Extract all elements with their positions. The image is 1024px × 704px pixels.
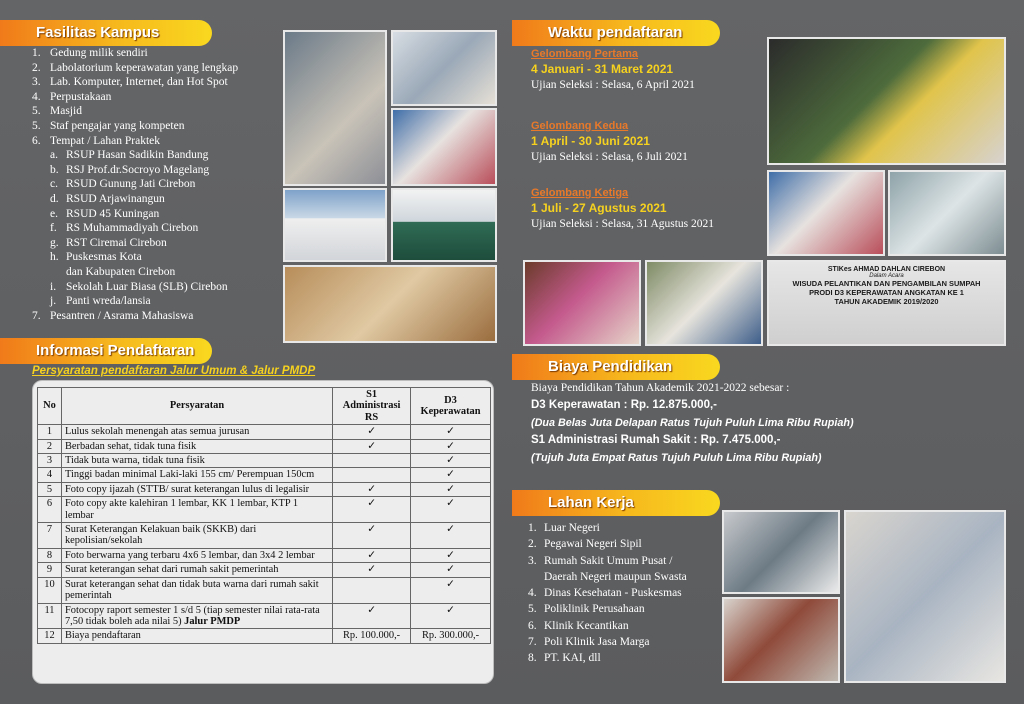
table-row bbox=[38, 482, 491, 496]
cell-s1: Rp. 100.000,- bbox=[333, 629, 411, 643]
cell-persyaratan: Fotocopy raport semester 1 s/d 5 (tiap semester nilai rata-rata 7,50 tidak boleh ada nilai 5) Jalur PMDP bbox=[61, 603, 332, 629]
table-row bbox=[38, 425, 491, 439]
waktu-banner bbox=[512, 20, 720, 46]
cell-s1 bbox=[333, 577, 411, 603]
cell-s1: ✓ bbox=[333, 439, 411, 453]
persyaratan-table bbox=[37, 387, 491, 644]
practice-class-photo bbox=[722, 597, 840, 683]
cell-d3: ✓ bbox=[411, 563, 491, 577]
list-item: 2. Labolatorium keperawatan yang lengkap bbox=[32, 61, 239, 74]
lab-practice-photo bbox=[888, 170, 1006, 256]
list-item: 4. Dinas Kesehatan - Puskesmas bbox=[528, 587, 682, 600]
cell-d3: ✓ bbox=[411, 497, 491, 523]
fasilitas-title: Fasilitas Kampus bbox=[36, 24, 160, 41]
cell-persyaratan: Surat keterangan sehat dan tidak buta warna dari rumah sakit pemerintah bbox=[61, 577, 332, 603]
sub-list-item: b. RSJ Prof.dr.Socroyo Magelang bbox=[50, 163, 210, 176]
table-row bbox=[38, 454, 491, 468]
ceremony-photo bbox=[391, 108, 497, 186]
cell-no: 6 bbox=[38, 497, 62, 523]
header-s1: S1 Administrasi RS bbox=[333, 388, 411, 425]
informasi-banner bbox=[0, 338, 212, 364]
list-item: 6. Klinik Kecantikan bbox=[528, 619, 629, 632]
lahan-banner bbox=[512, 490, 720, 516]
cell-d3: ✓ bbox=[411, 577, 491, 603]
cell-persyaratan: Surat Keterangan Kelakuan baik (SKKB) dari kepolisian/sekolah bbox=[61, 523, 332, 549]
cell-persyaratan: Lulus sekolah menengah atas semua jurusan bbox=[61, 425, 332, 439]
cell-d3: ✓ bbox=[411, 468, 491, 482]
graduation-photo bbox=[767, 37, 1006, 165]
cell-no: 1 bbox=[38, 425, 62, 439]
cell-persyaratan: Tidak buta warna, tidak tuna fisik bbox=[61, 454, 332, 468]
list-item: 2. Pegawai Negeri Sipil bbox=[528, 538, 642, 551]
cell-no: 4 bbox=[38, 468, 62, 482]
gelombang-1: Gelombang Pertama 4 Januari - 31 Maret 2021 Ujian Seleksi : Selasa, 6 April 2021 bbox=[531, 48, 695, 91]
skeleton-lab-photo bbox=[844, 510, 1006, 683]
cell-no: 11 bbox=[38, 603, 62, 629]
cell-s1 bbox=[333, 454, 411, 468]
cell-persyaratan: Biaya pendaftaran bbox=[61, 629, 332, 643]
persyaratan-table-card bbox=[32, 380, 494, 684]
sub-list-item: f. RS Muhammadiyah Cirebon bbox=[50, 222, 199, 235]
cell-s1: ✓ bbox=[333, 425, 411, 439]
cell-d3: ✓ bbox=[411, 523, 491, 549]
wisuda-line2: Dalam Acara bbox=[869, 273, 904, 279]
wisuda-line4: PRODI D3 KEPERAWATAN ANGKATAN KE 1 bbox=[809, 288, 964, 297]
cell-s1: ✓ bbox=[333, 497, 411, 523]
cell-s1: ✓ bbox=[333, 603, 411, 629]
informasi-title: Informasi Pendaftaran bbox=[36, 342, 195, 359]
table-row bbox=[38, 468, 491, 482]
cell-d3: ✓ bbox=[411, 603, 491, 629]
list-item: 5. Staf pengajar yang kompeten bbox=[32, 119, 185, 132]
wisuda-line5: TAHUN AKADEMIK 2019/2020 bbox=[834, 297, 939, 306]
ceremony-stage-photo bbox=[767, 170, 885, 256]
wisuda-line1: STIKes AHMAD DAHLAN CIREBON bbox=[827, 266, 946, 273]
library-photo bbox=[523, 260, 641, 346]
sub-list-item: j. Panti wreda/lansia bbox=[50, 295, 151, 308]
sub-list-item: i. Sekolah Luar Biasa (SLB) Cirebon bbox=[50, 280, 228, 293]
sub-list-item: g. RST Ciremai Cirebon bbox=[50, 236, 167, 249]
cell-no: 10 bbox=[38, 577, 62, 603]
fasilitas-banner bbox=[0, 20, 212, 46]
computer-lab-photo bbox=[283, 265, 497, 343]
list-item: 5. Poliklinik Perusahaan bbox=[528, 603, 645, 616]
cell-no: 7 bbox=[38, 523, 62, 549]
lahan-list bbox=[528, 520, 718, 667]
header-d3: D3 Keperawatan bbox=[411, 388, 491, 425]
cell-s1: ✓ bbox=[333, 548, 411, 562]
persyaratan-subtitle: Persyaratan pendaftaran Jalur Umum & Jalur PMDP bbox=[32, 365, 316, 377]
cell-no: 3 bbox=[38, 454, 62, 468]
biaya-d3-words: (Dua Belas Juta Delapan Ratus Tujuh Puluh Lima Ribu Rupiah) bbox=[531, 416, 854, 429]
list-item: 8. PT. KAI, dll bbox=[528, 652, 601, 665]
cell-persyaratan: Tinggi badan minimal Laki-laki 155 cm/ Perempuan 150cm bbox=[61, 468, 332, 482]
students-group-photo bbox=[391, 188, 497, 262]
list-item: Daerah Negeri maupun Swasta bbox=[544, 570, 687, 583]
wisuda-line3: WISUDA PELANTIKAN DAN PENGAMBILAN SUMPAH bbox=[792, 279, 981, 288]
table-row bbox=[38, 577, 491, 603]
cell-d3: ✓ bbox=[411, 425, 491, 439]
list-item: 4. Perpustakaan bbox=[32, 90, 112, 103]
table-row bbox=[38, 497, 491, 523]
sub-list-item: h. Puskesmas Kota bbox=[50, 251, 142, 264]
biaya-title: Biaya Pendidikan bbox=[548, 358, 673, 375]
nurse-lab-photo bbox=[283, 30, 387, 186]
cell-persyaratan: Foto copy akte kalehiran 1 lembar, KK 1 lembar, KTP 1 lembar bbox=[61, 497, 332, 523]
biaya-banner bbox=[512, 354, 720, 380]
list-item: 7. Poli Klinik Jasa Marga bbox=[528, 636, 650, 649]
table-header-row bbox=[38, 388, 491, 425]
cell-persyaratan: Berbadan sehat, tidak tuna fisik bbox=[61, 439, 332, 453]
sub-list-item: d. RSUD Arjawinangun bbox=[50, 192, 165, 205]
fasilitas-list bbox=[32, 46, 282, 323]
cell-d3: ✓ bbox=[411, 439, 491, 453]
cell-d3: ✓ bbox=[411, 548, 491, 562]
list-item: 5. Masjid bbox=[32, 105, 82, 118]
list-item: 7. Pesantren / Asrama Mahasiswa bbox=[32, 309, 194, 322]
table-row bbox=[38, 523, 491, 549]
table-row bbox=[38, 439, 491, 453]
patient-care-photo bbox=[645, 260, 763, 346]
cell-s1: ✓ bbox=[333, 563, 411, 577]
list-item: 1. Gedung milik sendiri bbox=[32, 47, 148, 59]
cell-no: 5 bbox=[38, 482, 62, 496]
cell-d3: ✓ bbox=[411, 482, 491, 496]
lab-bed-photo bbox=[391, 30, 497, 106]
cell-s1 bbox=[333, 468, 411, 482]
campus-building-photo bbox=[283, 188, 387, 262]
sub-list-item: dan Kabupaten Cirebon bbox=[66, 265, 176, 278]
list-item: 3. Lab. Komputer, Internet, dan Hot Spot bbox=[32, 76, 228, 89]
biaya-s1: S1 Administrasi Rumah Sakit : Rp. 7.475.000,- bbox=[531, 434, 781, 447]
waktu-title: Waktu pendaftaran bbox=[548, 24, 683, 41]
cell-no: 12 bbox=[38, 629, 62, 643]
biaya-intro: Biaya Pendidikan Tahun Akademik 2021-2022 sebesar : bbox=[531, 382, 790, 394]
table-row bbox=[38, 603, 491, 629]
lahan-title: Lahan Kerja bbox=[548, 494, 634, 511]
biaya-section bbox=[531, 380, 891, 467]
cell-no: 9 bbox=[38, 563, 62, 577]
table-row bbox=[38, 629, 491, 643]
wisuda-banner-photo bbox=[767, 260, 1006, 346]
header-no: No bbox=[38, 388, 62, 425]
header-persyaratan: Persyaratan bbox=[61, 388, 332, 425]
cell-s1: ✓ bbox=[333, 523, 411, 549]
list-item: 3. Rumah Sakit Umum Pusat / bbox=[528, 554, 673, 567]
biaya-s1-words: (Tujuh Juta Empat Ratus Tujuh Puluh Lima Ribu Rupiah) bbox=[531, 451, 822, 464]
sub-list-item: c. RSUD Gunung Jati Cirebon bbox=[50, 178, 196, 191]
cell-d3: Rp. 300.000,- bbox=[411, 629, 491, 643]
biaya-d3: D3 Keperawatan : Rp. 12.875.000,- bbox=[531, 399, 717, 412]
gelombang-3: Gelombang Ketiga 1 Juli - 27 Agustus 2021 Ujian Seleksi : Selasa, 31 Agustus 2021 bbox=[531, 187, 715, 230]
cell-d3: ✓ bbox=[411, 454, 491, 468]
nurse-office-photo bbox=[722, 510, 840, 594]
sub-list-item: a. RSUP Hasan Sadikin Bandung bbox=[50, 149, 209, 162]
cell-persyaratan: Foto copy ijazah (STTB/ surat keterangan lulus di legalisir bbox=[61, 482, 332, 496]
cell-no: 8 bbox=[38, 548, 62, 562]
table-row bbox=[38, 563, 491, 577]
cell-persyaratan: Foto berwarna yang terbaru 4x6 5 lembar, dan 3x4 2 lembar bbox=[61, 548, 332, 562]
sub-list-item: e. RSUD 45 Kuningan bbox=[50, 207, 160, 220]
table-row bbox=[38, 548, 491, 562]
cell-s1: ✓ bbox=[333, 482, 411, 496]
list-item: 1. Luar Negeri bbox=[528, 522, 600, 534]
gelombang-2: Gelombang Kedua 1 April - 30 Juni 2021 Ujian Seleksi : Selasa, 6 Juli 2021 bbox=[531, 120, 688, 163]
list-item: 6. Tempat / Lahan Praktek bbox=[32, 134, 161, 147]
cell-no: 2 bbox=[38, 439, 62, 453]
cell-persyaratan: Surat keterangan sehat dari rumah sakit pemerintah bbox=[61, 563, 332, 577]
